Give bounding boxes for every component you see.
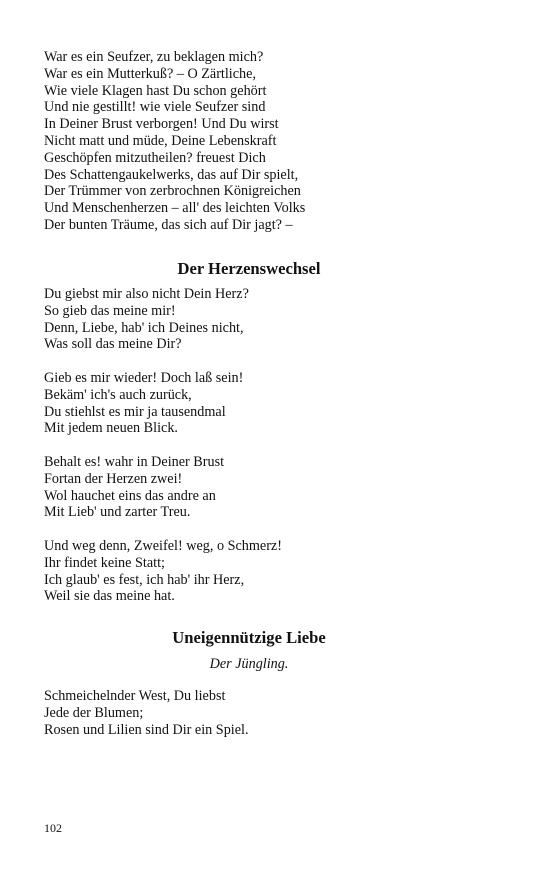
poem-title: Der Herzenswechsel bbox=[177, 259, 321, 278]
verse-line: Und Menschenherzen – all' des leichten Volks bbox=[44, 200, 306, 217]
verse-line: Wol hauchet eins das andre an bbox=[44, 487, 216, 504]
poem1-stanza-3 bbox=[44, 454, 464, 521]
poem-speaker: Der Jüngling. bbox=[209, 656, 289, 672]
verse-line: Wie viele Klagen hast Du schon gehört bbox=[44, 82, 267, 99]
verse-line: Jede der Blumen; bbox=[44, 704, 144, 721]
poem1-stanza-1 bbox=[44, 286, 464, 353]
verse-line: Des Schattengaukelwerks, das auf Dir spielt, bbox=[44, 166, 299, 183]
poem1-stanza-2 bbox=[44, 370, 464, 437]
poem1-stanza-4 bbox=[44, 538, 464, 605]
verse-line: Weil sie das meine hat. bbox=[44, 588, 175, 605]
poem2-stanza-1 bbox=[44, 688, 464, 738]
verse-line: Der bunten Träume, das sich auf Dir jagt? – bbox=[44, 216, 293, 233]
verse-line: Denn, Liebe, hab' ich Deines nicht, bbox=[44, 319, 244, 336]
verse-line: Bekäm' ich's auch zurück, bbox=[44, 386, 192, 403]
verse-line: Und nie gestillt! wie viele Seufzer sind bbox=[44, 99, 266, 116]
verse-line: Mit jedem neuen Blick. bbox=[44, 420, 178, 437]
verse-line: Fortan der Herzen zwei! bbox=[44, 470, 183, 487]
poem-title: Uneigennützige Liebe bbox=[172, 628, 326, 647]
verse-line: In Deiner Brust verborgen! Und Du wirst bbox=[44, 116, 279, 133]
verse-line: Ihr findet keine Statt; bbox=[44, 554, 165, 571]
verse-line: Du giebst mir also nicht Dein Herz? bbox=[44, 286, 249, 302]
page-number: 102 bbox=[44, 821, 62, 835]
verse-line: Du stiehlst es mir ja tausendmal bbox=[44, 403, 226, 420]
verse-line: Ich glaub' es fest, ich hab' ihr Herz, bbox=[44, 571, 245, 588]
verse-line: Was soll das meine Dir? bbox=[44, 336, 182, 353]
verse-line: Behalt es! wahr in Deiner Brust bbox=[44, 454, 225, 470]
verse-line: Gieb es mir wieder! Doch laß sein! bbox=[44, 370, 244, 386]
verse-line: Schmeichelnder West, Du liebst bbox=[44, 688, 226, 704]
verse-line: So gieb das meine mir! bbox=[44, 302, 176, 319]
verse-line: Mit Lieb' und zarter Treu. bbox=[44, 504, 191, 521]
verse-line: Der Trümmer von zerbrochnen Königreichen bbox=[44, 183, 301, 200]
verse-line: War es ein Seufzer, zu beklagen mich? bbox=[44, 49, 264, 65]
verse-line: Geschöpfen mitzutheilen? freuest Dich bbox=[44, 149, 266, 166]
intro-stanza bbox=[44, 49, 464, 234]
verse-line: War es ein Mutterkuß? – O Zärtliche, bbox=[44, 65, 256, 82]
verse-line: Rosen und Lilien sind Dir ein Spiel. bbox=[44, 721, 249, 738]
verse-line: Nicht matt und müde, Deine Lebenskraft bbox=[44, 132, 277, 149]
verse-line: Und weg denn, Zweifel! weg, o Schmerz! bbox=[44, 538, 282, 554]
